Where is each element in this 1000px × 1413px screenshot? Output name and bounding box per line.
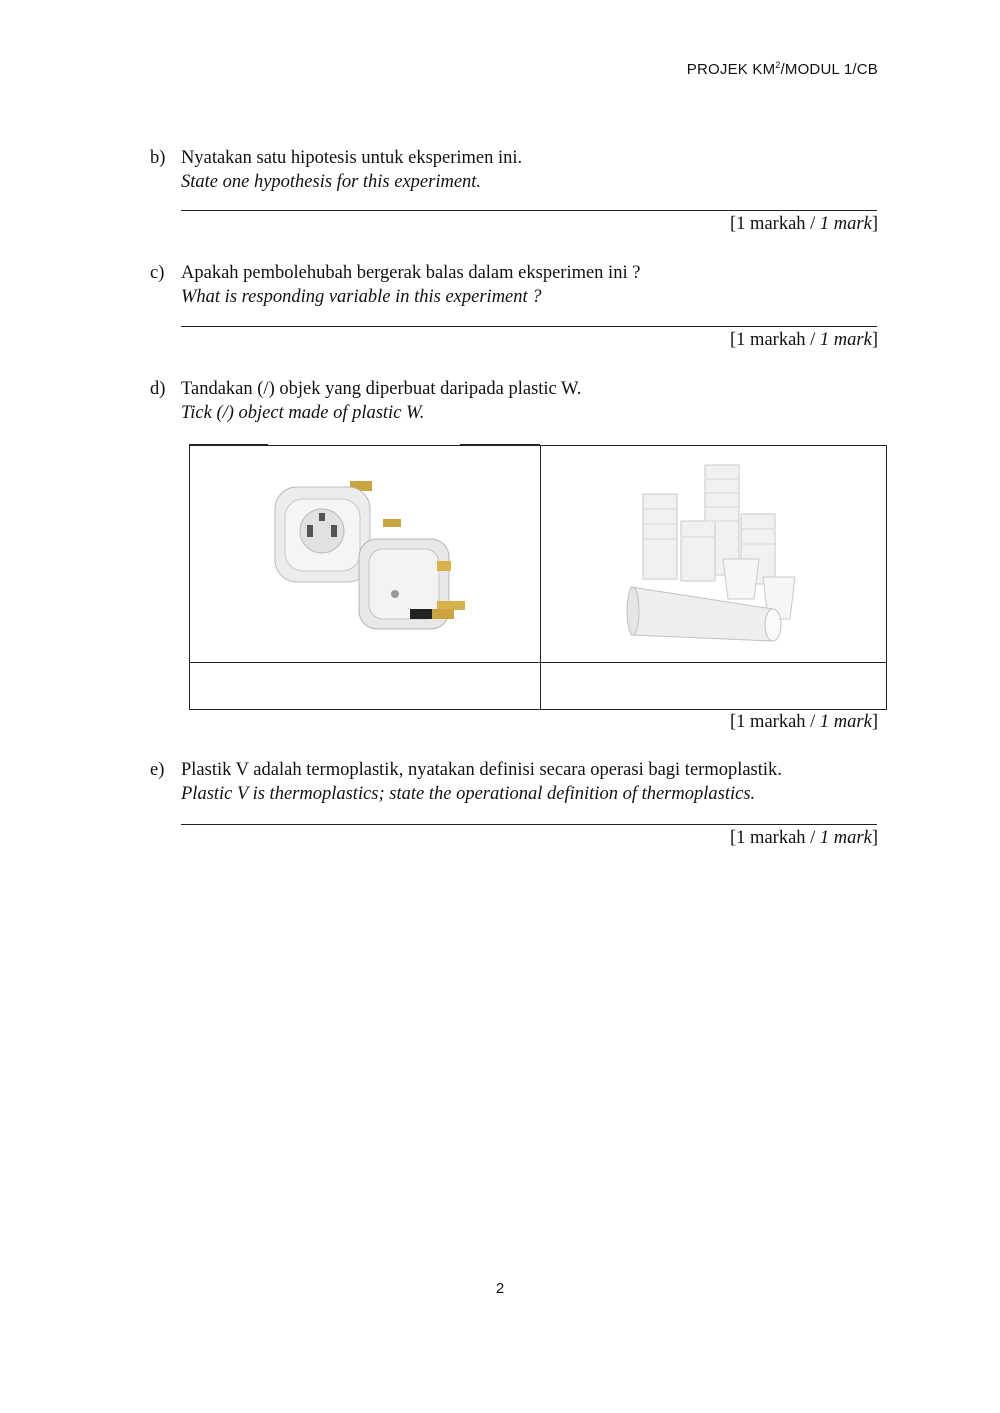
answer-line-e[interactable] [181,824,877,825]
page-number: 2 [495,1280,505,1297]
marks-b: [1 markah / 1 mark] [730,214,878,234]
answer-line-b[interactable] [181,210,877,211]
polystyrene-cups-icon [623,459,803,649]
tick-box-plug[interactable] [190,663,541,710]
marks-e: [1 markah / 1 mark] [730,828,878,848]
question-c: c) Apakah pembolehubah bergerak balas dalam eksperimen ini ? What is responding variable in this experiment ? [150,263,641,307]
question-b: b) Nyatakan satu hipotesis untuk eksperimen ini. State one hypothesis for this experiment. [150,148,523,192]
answer-line-c[interactable] [181,326,877,327]
question-d: d) Tandakan (/) objek yang diperbuat daripada plastic W. Tick (/) object made of plastic W. [150,379,582,423]
tick-table [189,445,887,710]
page-header: PROJEK $KM^2$/MODUL 1/CB [686,60,878,78]
marks-c: [1 markah / 1 mark] [730,330,878,350]
question-e: e) Plastik V adalah termoplastik, nyatakan definisi secara operasi bagi termoplastik. Plastic V is thermoplastics; state the operational definition of thermoplastics. [150,760,782,804]
marks-d: [1 markah / 1 mark] [730,712,878,732]
plug-cell [190,446,541,663]
cups-cell [540,446,886,663]
tick-box-cups[interactable] [540,663,886,710]
plug-adapter-icon [255,469,475,639]
